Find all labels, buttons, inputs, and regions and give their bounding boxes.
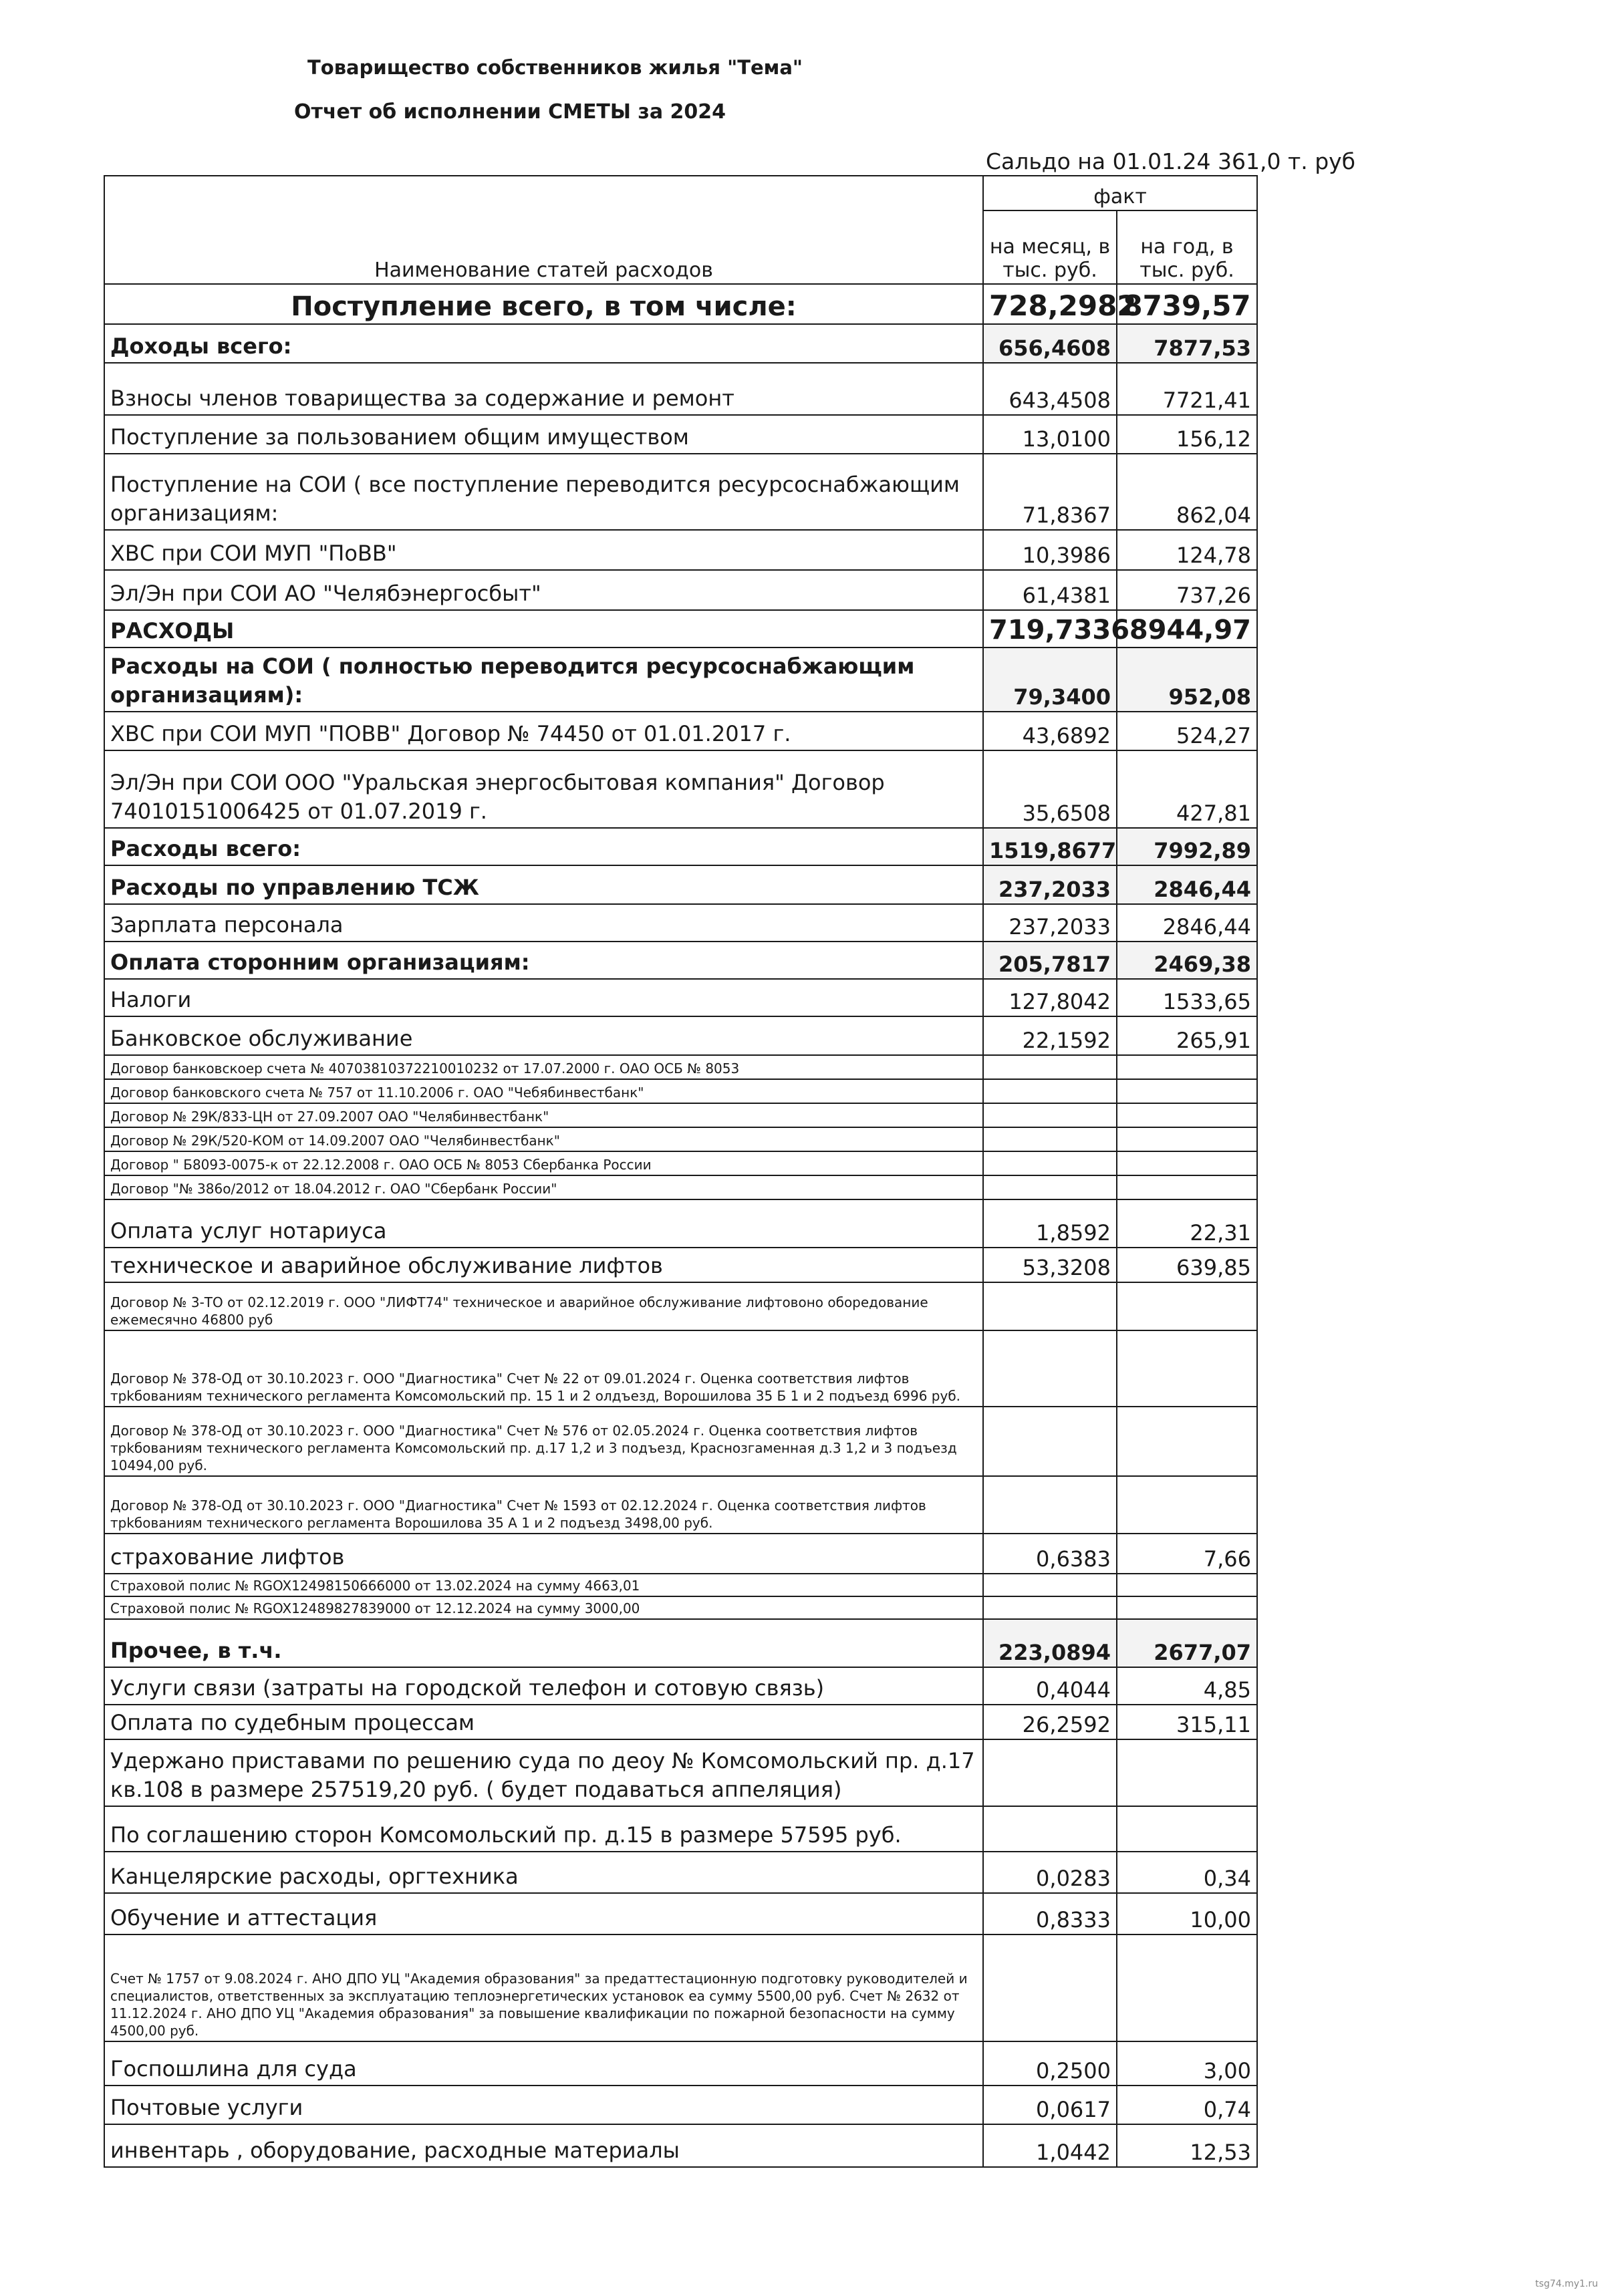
org-title: Товарищество собственников жилья "Тема" xyxy=(307,56,803,79)
row-name: Прочее, в т.ч. xyxy=(104,1619,983,1667)
table-row xyxy=(104,1151,1257,1175)
row-month-value: 0,0283 xyxy=(983,1852,1117,1893)
table-row xyxy=(104,1934,1257,2041)
table-row xyxy=(104,1407,1257,1476)
row-name: Счет № 1757 от 9.08.2024 г. АНО ДПО УЦ "Академия образования" за предаттестационную подготовку руководителей и специалистов, ответственных за эксплуатацию теплоэнергетических установок еа сумму 5500,00 руб. Счет № 2632 от 11.12.2024 г. АНО ДПО УЦ "Академия образования" за повышение квалификации по пожарной безопасности на сумму 4500,00 руб. xyxy=(104,1934,983,2041)
row-name: Доходы всего: xyxy=(104,324,983,363)
row-year-value xyxy=(1117,1055,1257,1079)
row-name: Договор № 378-ОД от 30.10.2023 г. ООО "Диагностика" Счет № 1593 от 02.12.2024 г. Оценка соответствия лифтов трkбованиям технического регламента Ворошилова 35 А 1 и 2 подъезд 3498,00 руб. xyxy=(104,1476,983,1534)
row-month-value: 13,0100 xyxy=(983,415,1117,454)
row-month-value: 0,6383 xyxy=(983,1534,1117,1574)
row-name: Расходы всего: xyxy=(104,828,983,865)
row-name: Услуги связи (затраты на городской телефон и сотовую связь) xyxy=(104,1667,983,1705)
row-month-value: 728,2982 xyxy=(983,284,1117,324)
row-month-value xyxy=(983,1127,1117,1151)
row-name: Почтовые услуги xyxy=(104,2086,983,2124)
row-year-value xyxy=(1117,1127,1257,1151)
row-name: Зарплата персонала xyxy=(104,904,983,942)
row-year-value xyxy=(1117,1739,1257,1806)
report-title: Отчет об исполнении СМЕТЫ за 2024 xyxy=(294,100,726,124)
table-row xyxy=(104,1248,1257,1282)
row-year-value xyxy=(1117,1330,1257,1407)
row-year-value xyxy=(1117,1282,1257,1330)
col-fact-header: факт xyxy=(983,176,1257,210)
row-month-value xyxy=(983,1055,1117,1079)
row-year-value: 265,91 xyxy=(1117,1016,1257,1055)
row-year-value: 2677,07 xyxy=(1117,1619,1257,1667)
table-row xyxy=(104,1596,1257,1619)
table-row xyxy=(104,1667,1257,1705)
row-month-value xyxy=(983,1934,1117,2041)
row-month-value: 237,2033 xyxy=(983,904,1117,942)
row-year-value: 12,53 xyxy=(1117,2124,1257,2167)
row-year-value: 952,08 xyxy=(1117,648,1257,712)
row-name: Удержано приставами по решению суда по деоу № Комсомольский пр. д.17 кв.108 в размере 257519,20 руб. ( будет подаваться аппеляция) xyxy=(104,1739,983,1806)
row-month-value: 719,7336 xyxy=(983,610,1117,648)
row-name: Банковское обслуживание xyxy=(104,1016,983,1055)
table-row xyxy=(104,942,1257,979)
row-year-value: 427,81 xyxy=(1117,750,1257,828)
row-year-value: 7877,53 xyxy=(1117,324,1257,363)
row-year-value: 0,34 xyxy=(1117,1852,1257,1893)
table-row xyxy=(104,610,1257,648)
row-year-value: 639,85 xyxy=(1117,1248,1257,1282)
watermark-footer: tsg74.my1.ru xyxy=(1535,2279,1598,2289)
row-month-value xyxy=(983,1079,1117,1103)
row-month-value xyxy=(983,1330,1117,1407)
table-row xyxy=(104,904,1257,942)
row-name: Расходы по управлению ТСЖ xyxy=(104,865,983,904)
row-year-value xyxy=(1117,1103,1257,1127)
table-row xyxy=(104,2086,1257,2124)
row-month-value: 223,0894 xyxy=(983,1619,1117,1667)
table-row xyxy=(104,1619,1257,1667)
row-name: Договор банковскоер счета № 40703810372210010232 от 17.07.2000 г. ОАО ОСБ № 8053 xyxy=(104,1055,983,1079)
row-month-value: 1,0442 xyxy=(983,2124,1117,2167)
table-row xyxy=(104,979,1257,1016)
row-name: страхование лифтов xyxy=(104,1534,983,1574)
table-row xyxy=(104,1806,1257,1852)
table-row xyxy=(104,2124,1257,2167)
row-year-value: 7721,41 xyxy=(1117,363,1257,415)
table-row xyxy=(104,1103,1257,1127)
row-year-value xyxy=(1117,1476,1257,1534)
row-year-value: 7,66 xyxy=(1117,1534,1257,1574)
table-row xyxy=(104,1079,1257,1103)
row-year-value: 7992,89 xyxy=(1117,828,1257,865)
row-year-value: 4,85 xyxy=(1117,1667,1257,1705)
row-name: Эл/Эн при СОИ АО "Челябэнергосбыт" xyxy=(104,570,983,610)
row-year-value: 3,00 xyxy=(1117,2041,1257,2086)
row-name: Договор банковского счета № 757 от 11.10.2006 г. ОАО "Чебябинвестбанк" xyxy=(104,1079,983,1103)
row-name: Договор № 29К/833-ЦН от 27.09.2007 ОАО "Челябинвестбанк" xyxy=(104,1103,983,1127)
table-row xyxy=(104,1705,1257,1739)
table-row xyxy=(104,1127,1257,1151)
row-name: Страховой полис № RGOX12489827839000 от 12.12.2024 на сумму 3000,00 xyxy=(104,1596,983,1619)
row-month-value: 237,2033 xyxy=(983,865,1117,904)
table-row xyxy=(104,570,1257,610)
row-name: Обучение и аттестация xyxy=(104,1893,983,1934)
row-month-value xyxy=(983,1476,1117,1534)
row-month-value: 656,4608 xyxy=(983,324,1117,363)
row-name: Взносы членов товарищества за содержание и ремонт xyxy=(104,363,983,415)
table-row xyxy=(104,865,1257,904)
row-name: ХВС при СОИ МУП "ПоВВ" xyxy=(104,530,983,570)
row-year-value xyxy=(1117,1407,1257,1476)
row-year-value xyxy=(1117,1079,1257,1103)
row-name: Договор № 29К/520-КОМ от 14.09.2007 ОАО "Челябинвестбанк" xyxy=(104,1127,983,1151)
row-month-value: 1519,8677 xyxy=(983,828,1117,865)
row-year-value: 2846,44 xyxy=(1117,865,1257,904)
row-month-value: 43,6892 xyxy=(983,712,1117,750)
row-name: инвентарь , оборудование, расходные материалы xyxy=(104,2124,983,2167)
budget-table xyxy=(104,175,1258,2168)
table-row xyxy=(104,1055,1257,1079)
row-name: Договор " Б8093-0075-к от 22.12.2008 г. ОАО ОСБ № 8053 Сбербанка России xyxy=(104,1151,983,1175)
row-year-value: 10,00 xyxy=(1117,1893,1257,1934)
row-month-value: 643,4508 xyxy=(983,363,1117,415)
row-month-value: 0,0617 xyxy=(983,2086,1117,2124)
table-row xyxy=(104,284,1257,324)
row-name: Поступление за пользованием общим имуществом xyxy=(104,415,983,454)
table-row xyxy=(104,828,1257,865)
row-name: техническое и аварийное обслуживание лифтов xyxy=(104,1248,983,1282)
table-row xyxy=(104,1739,1257,1806)
row-month-value xyxy=(983,1574,1117,1596)
row-month-value: 10,3986 xyxy=(983,530,1117,570)
row-year-value: 8944,97 xyxy=(1117,610,1257,648)
row-month-value xyxy=(983,1596,1117,1619)
table-row xyxy=(104,1282,1257,1330)
row-month-value: 35,6508 xyxy=(983,750,1117,828)
row-month-value: 79,3400 xyxy=(983,648,1117,712)
row-month-value: 205,7817 xyxy=(983,942,1117,979)
table-row xyxy=(104,750,1257,828)
row-name: Договор № 378-ОД от 30.10.2023 г. ООО "Диагностика" Счет № 22 от 09.01.2024 г. Оценка соответствия лифтов трkбованиям технического регламента Комсомольский пр. 15 1 и 2 олдъезд, Ворошилова 35 Б 1 и 2 подъезд 6996 руб. xyxy=(104,1330,983,1407)
table-row xyxy=(104,530,1257,570)
row-year-value xyxy=(1117,1151,1257,1175)
row-year-value: 156,12 xyxy=(1117,415,1257,454)
row-year-value xyxy=(1117,1934,1257,2041)
row-month-value: 0,4044 xyxy=(983,1667,1117,1705)
row-year-value: 2846,44 xyxy=(1117,904,1257,942)
table-row xyxy=(104,1476,1257,1534)
row-year-value xyxy=(1117,1596,1257,1619)
table-row xyxy=(104,1016,1257,1055)
row-year-value: 524,27 xyxy=(1117,712,1257,750)
row-name: По соглашению сторон Комсомольский пр. д.15 в размере 57595 руб. xyxy=(104,1806,983,1852)
row-year-value: 1533,65 xyxy=(1117,979,1257,1016)
row-name: Договор № 378-ОД от 30.10.2023 г. ООО "Диагностика" Счет № 576 от 02.05.2024 г. Оценка соответствия лифтов трkбованиям технического регламента Комсомольский пр. д.17 1,2 и 3 подъезд, Краснозгаменная д.3 1,2 и 3 подъезд 10494,00 руб. xyxy=(104,1407,983,1476)
row-month-value: 26,2592 xyxy=(983,1705,1117,1739)
table-row xyxy=(104,1199,1257,1248)
row-name: Оплата по судебным процессам xyxy=(104,1705,983,1739)
row-name: Договор № 3-ТО от 02.12.2019 г. ООО "ЛИФТ74" техническое и аварийное обслуживание лифтовоно оборедование ежемесячно 46800 руб xyxy=(104,1282,983,1330)
row-month-value: 0,8333 xyxy=(983,1893,1117,1934)
row-name: Эл/Эн при СОИ ООО "Уральская энергосбытовая компания" Договор 74010151006425 от 01.07.2019 г. xyxy=(104,750,983,828)
row-year-value: 315,11 xyxy=(1117,1705,1257,1739)
table-row xyxy=(104,1574,1257,1596)
row-name: Поступление на СОИ ( все поступление переводится ресурсоснабжающим организациям: xyxy=(104,454,983,530)
row-name: Канцелярские расходы, оргтехника xyxy=(104,1852,983,1893)
row-name: РАСХОДЫ xyxy=(104,610,983,648)
table-row xyxy=(104,454,1257,530)
table-row xyxy=(104,1175,1257,1199)
row-name: Расходы на СОИ ( полностью переводится ресурсоснабжающим организациям): xyxy=(104,648,983,712)
header-row xyxy=(104,176,1257,210)
row-month-value xyxy=(983,1282,1117,1330)
row-month-value: 1,8592 xyxy=(983,1199,1117,1248)
col-year-header: на год, в тыс. руб. xyxy=(1117,210,1257,284)
table-row xyxy=(104,324,1257,363)
row-name: Договор "№ 386о/2012 от 18.04.2012 г. ОАО "Сбербанк России" xyxy=(104,1175,983,1199)
table-row xyxy=(104,1893,1257,1934)
row-year-value: 22,31 xyxy=(1117,1199,1257,1248)
row-name: ХВС при СОИ МУП "ПОВВ" Договор № 74450 от 01.01.2017 г. xyxy=(104,712,983,750)
row-month-value: 127,8042 xyxy=(983,979,1117,1016)
row-month-value: 22,1592 xyxy=(983,1016,1117,1055)
row-name: Страховой полис № RGOX12498150666000 от 13.02.2024 на сумму 4663,01 xyxy=(104,1574,983,1596)
row-year-value: 862,04 xyxy=(1117,454,1257,530)
row-month-value xyxy=(983,1103,1117,1127)
row-month-value: 71,8367 xyxy=(983,454,1117,530)
col-name-header: Наименование статей расходов xyxy=(104,176,983,284)
row-year-value: 737,26 xyxy=(1117,570,1257,610)
row-name: Налоги xyxy=(104,979,983,1016)
row-year-value: 2469,38 xyxy=(1117,942,1257,979)
row-month-value xyxy=(983,1175,1117,1199)
row-year-value xyxy=(1117,1574,1257,1596)
row-name: Оплата услуг нотариуса xyxy=(104,1199,983,1248)
row-year-value xyxy=(1117,1806,1257,1852)
row-year-value: 0,74 xyxy=(1117,2086,1257,2124)
row-month-value: 0,2500 xyxy=(983,2041,1117,2086)
table-row xyxy=(104,415,1257,454)
row-month-value xyxy=(983,1407,1117,1476)
table-row xyxy=(104,2041,1257,2086)
table-row xyxy=(104,1534,1257,1574)
table-row xyxy=(104,648,1257,712)
table-row xyxy=(104,1852,1257,1893)
row-year-value xyxy=(1117,1175,1257,1199)
row-year-value: 124,78 xyxy=(1117,530,1257,570)
row-month-value xyxy=(983,1739,1117,1806)
row-year-value: 8739,57 xyxy=(1117,284,1257,324)
row-name: Оплата сторонним организациям: xyxy=(104,942,983,979)
row-month-value: 53,3208 xyxy=(983,1248,1117,1282)
row-name: Госпошлина для суда xyxy=(104,2041,983,2086)
saldo-text: Сальдо на 01.01.24 361,0 т. руб xyxy=(986,148,1356,174)
row-name: Поступление всего, в том числе: xyxy=(104,284,983,324)
row-month-value: 61,4381 xyxy=(983,570,1117,610)
col-month-header: на месяц, в тыс. руб. xyxy=(983,210,1117,284)
table-row xyxy=(104,363,1257,415)
row-month-value xyxy=(983,1806,1117,1852)
table-row xyxy=(104,712,1257,750)
row-month-value xyxy=(983,1151,1117,1175)
table-row xyxy=(104,1330,1257,1407)
